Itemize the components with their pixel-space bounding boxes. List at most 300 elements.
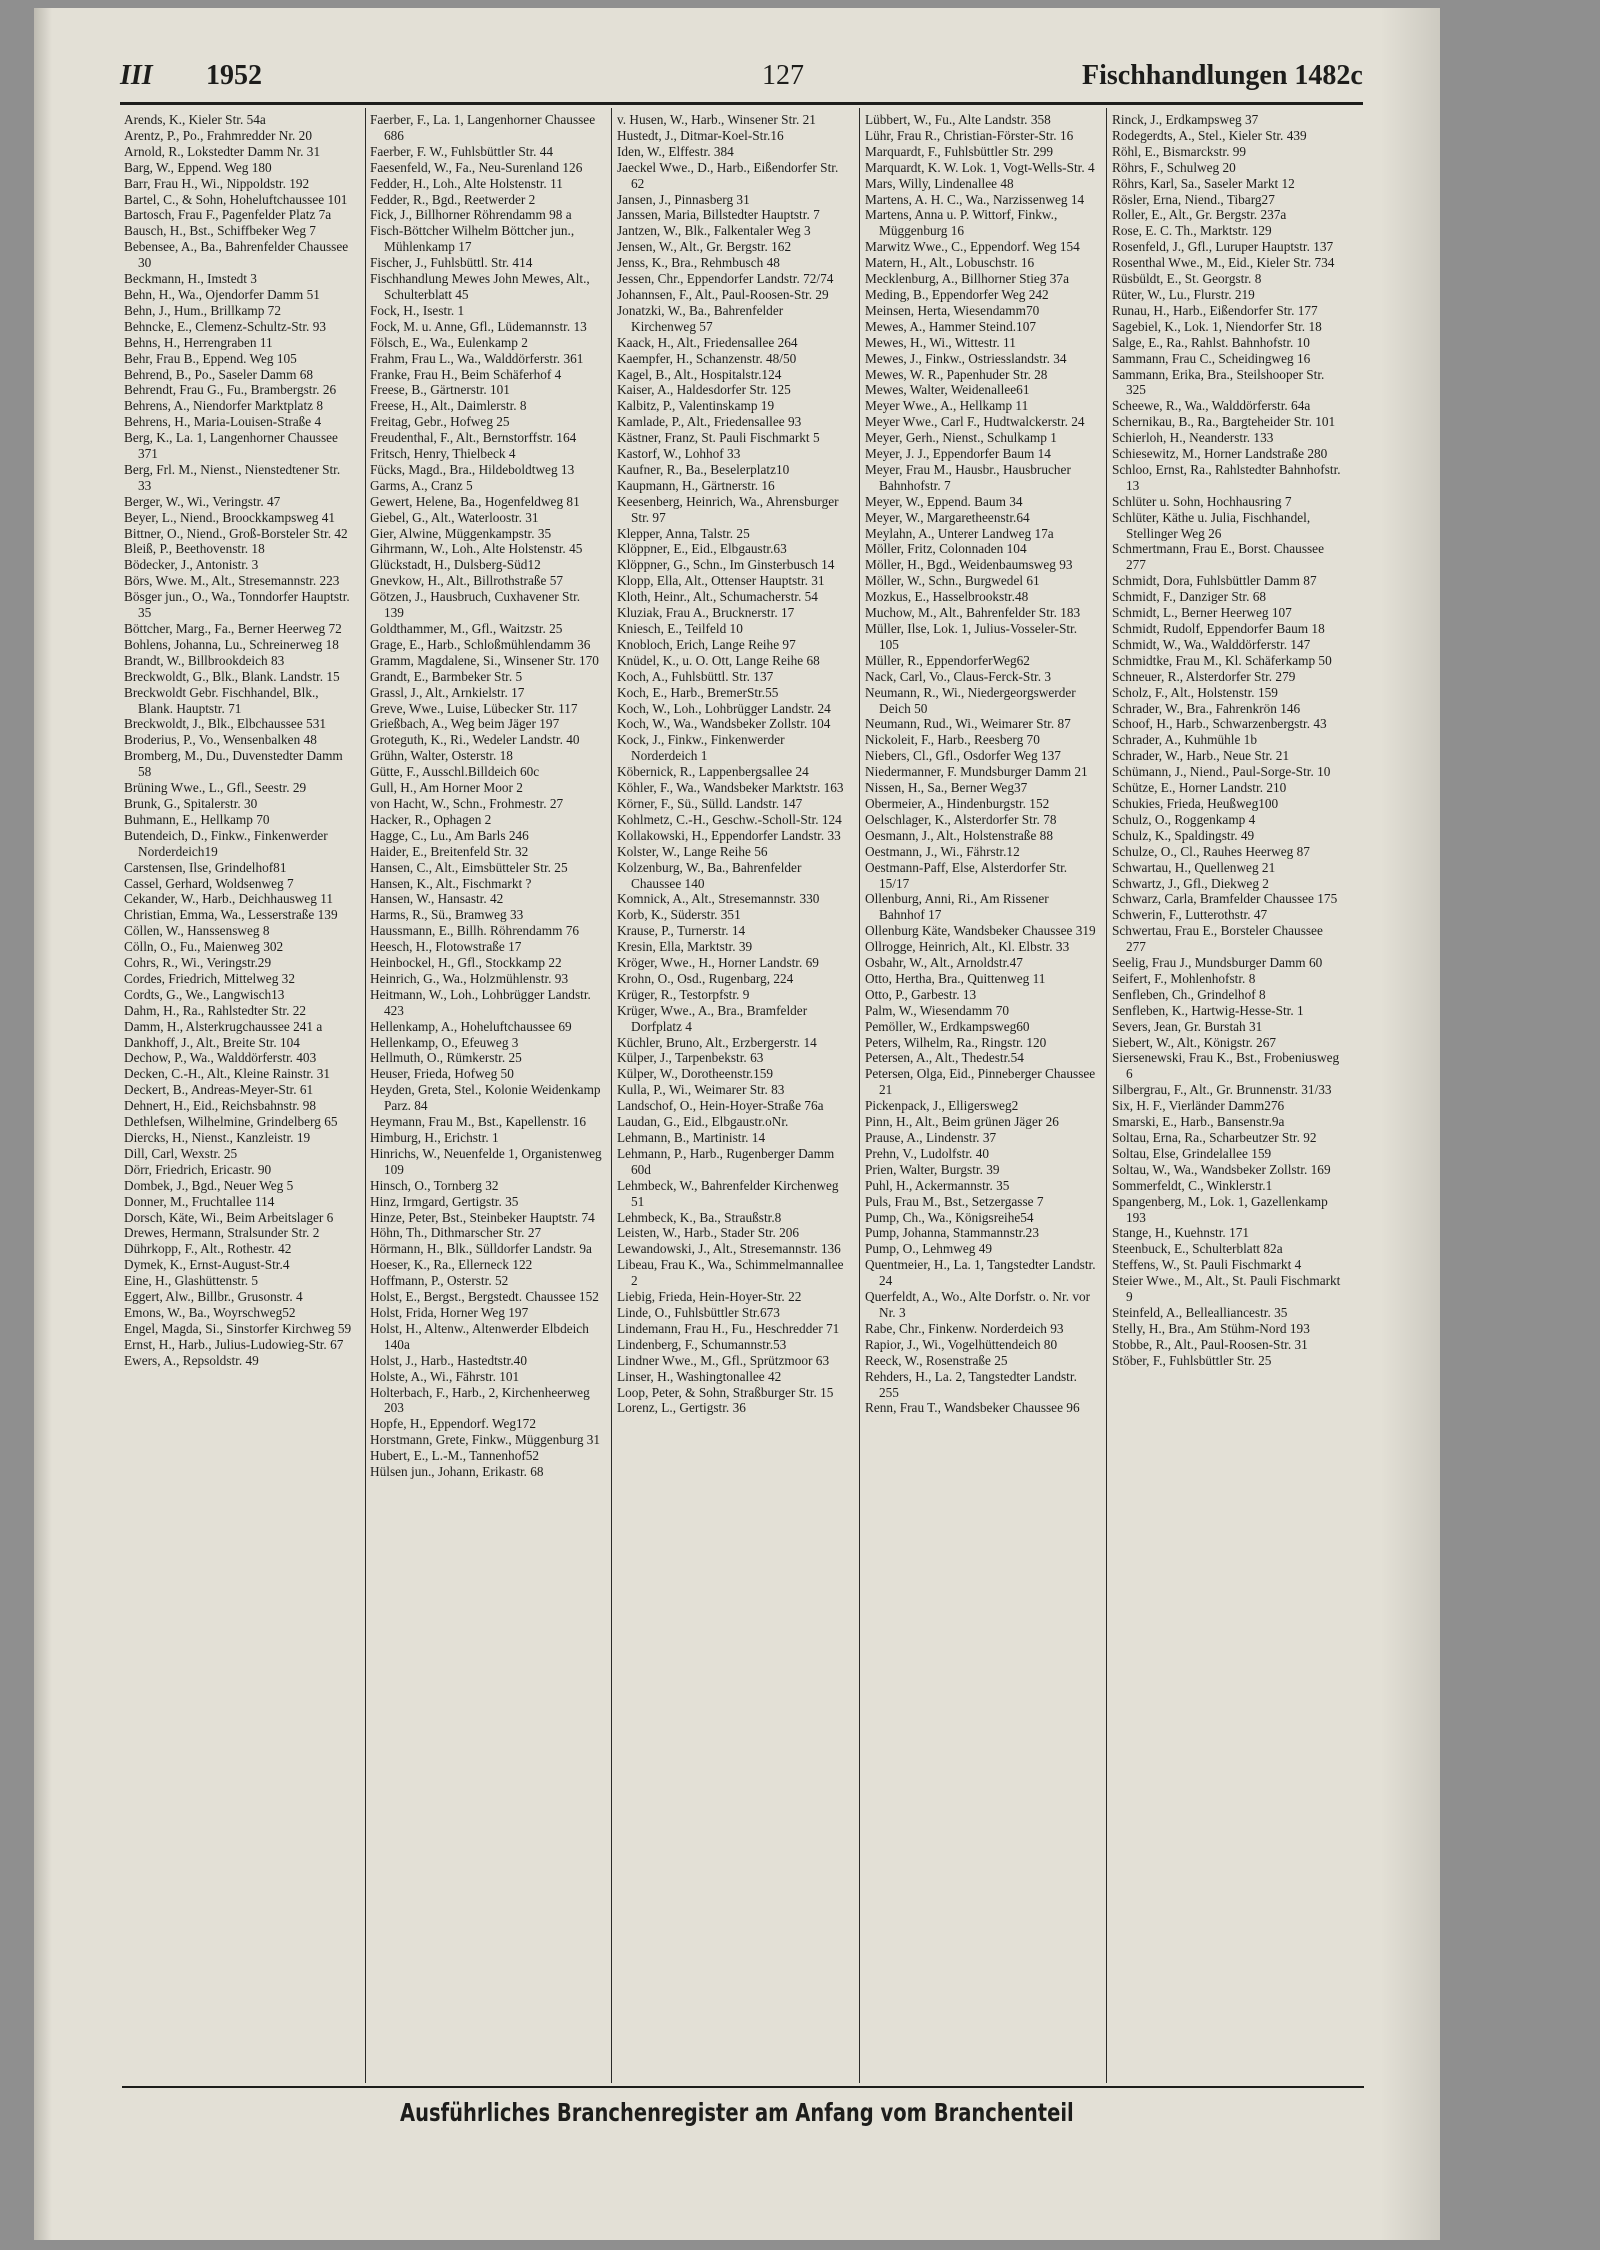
directory-entry: Soltau, W., Wa., Wandsbeker Zollstr. 169 xyxy=(1112,1161,1331,1177)
directory-entry: Kaufner, R., Ba., Beselerplatz10 xyxy=(617,461,790,477)
directory-entry: Jaeckel Wwe., D., Harb., Eißendorfer Str. 62 xyxy=(617,159,839,191)
directory-entry: Mecklenburg, A., Billhorner Stieg 37a xyxy=(865,271,1069,287)
directory-entry: Schwarz, Carla, Bramfelder Chaussee 175 xyxy=(1112,891,1338,907)
directory-entry: Dombek, J., Bgd., Neuer Weg 5 xyxy=(124,1177,294,1193)
directory-entry: Mewes, A., Hammer Steind.107 xyxy=(865,318,1036,334)
directory-entry: Heinbockel, H., Gfl., Stockkamp 22 xyxy=(370,955,562,971)
directory-entry: Kresin, Ella, Marktstr. 39 xyxy=(617,939,753,955)
directory-entry: Külper, J., Tarpenbekstr. 63 xyxy=(617,1050,764,1066)
directory-entry: Drewes, Hermann, Stralsunder Str. 2 xyxy=(124,1225,320,1241)
directory-entry: Fritsch, Henry, Thielbeck 4 xyxy=(370,446,516,462)
directory-entry: Fölsch, E., Wa., Eulenkamp 2 xyxy=(370,334,528,350)
directory-entry: Hinsch, O., Tornberg 32 xyxy=(370,1177,499,1193)
directory-entry: Rapior, J., Wi., Vogelhüttendeich 80 xyxy=(865,1336,1058,1352)
directory-column-1 xyxy=(124,112,356,2082)
directory-entry: Carstensen, Ilse, Grindelhof81 xyxy=(124,859,287,875)
column-divider xyxy=(1106,108,1107,2083)
directory-entry: Himburg, H., Erichstr. 1 xyxy=(370,1130,499,1145)
directory-entry: Hülsen jun., Johann, Erikastr. 68 xyxy=(370,1464,544,1480)
directory-entry: Hellmuth, O., Rümkerstr. 25 xyxy=(370,1050,522,1066)
directory-entry: Kohlmetz, C.-H., Geschw.-Scholl-Str. 124 xyxy=(617,811,842,827)
directory-entry: Möller, H., Bgd., Weidenbaumsweg 93 xyxy=(865,557,1073,573)
directory-entry: Oestmann, J., Wi., Fährstr.12 xyxy=(865,843,1020,859)
directory-entry: Behns, H., Herrengraben 11 xyxy=(124,334,273,350)
directory-entry: Mozkus, E., Hasselbrookstr.48 xyxy=(865,589,1029,605)
directory-entry: Six, H. F., Vierländer Damm276 xyxy=(1112,1098,1285,1114)
directory-entry: Libeau, Frau K., Wa., Schimmelmannallee 2 xyxy=(617,1257,844,1289)
directory-entry: Stobbe, R., Alt., Paul-Roosen-Str. 31 xyxy=(1112,1336,1308,1352)
directory-entry: Salge, E., Ra., Rahlst. Bahnhofstr. 10 xyxy=(1112,334,1310,350)
directory-entry: Steffens, W., St. Pauli Fischmarkt 4 xyxy=(1112,1257,1302,1273)
directory-entry: Müller, R., EppendorferWeg62 xyxy=(865,652,1030,668)
directory-entry: Heitmann, W., Loh., Lohbrügger Landstr. 423 xyxy=(370,986,591,1018)
directory-entry: Giebel, G., Alt., Waterloostr. 31 xyxy=(370,509,539,525)
directory-entry: Bartel, C., & Sohn, Hoheluftchaussee 101 xyxy=(124,191,348,207)
directory-entry: Behn, J., Hum., Brillkamp 72 xyxy=(124,302,281,318)
directory-entry: Bösger jun., O., Wa., Tonndorfer Hauptstr. 35 xyxy=(124,589,350,621)
directory-entry: Brandt, W., Billbrookdeich 83 xyxy=(124,652,285,668)
directory-entry: Möller, W., Schn., Burgwedel 61 xyxy=(865,573,1040,589)
directory-entry: Steinfeld, A., Bellealliancestr. 35 xyxy=(1112,1304,1288,1320)
directory-entry: Knüdel, K., u. O. Ott, Lange Reihe 68 xyxy=(617,652,820,668)
directory-entry: Faesenfeld, W., Fa., Neu-Surenland 126 xyxy=(370,159,583,175)
directory-entry: Meyer, Gerh., Nienst., Schulkamp 1 xyxy=(865,430,1057,446)
column-divider xyxy=(859,108,860,2083)
directory-entry: Kolster, W., Lange Reihe 56 xyxy=(617,843,768,859)
directory-entry: Laudan, G., Eid., Elbgaustr.oNr. xyxy=(617,1114,789,1130)
directory-entry: Martens, Anna u. P. Wittorf, Finkw., Müggenburg 16 xyxy=(865,207,1058,239)
directory-entry: Küchler, Bruno, Alt., Erzbergerstr. 14 xyxy=(617,1034,817,1050)
directory-entry: Kaempfer, H., Schanzenstr. 48/50 xyxy=(617,350,797,366)
directory-entry: Rüter, W., Lu., Flurstr. 219 xyxy=(1112,286,1255,302)
directory-entry: Schierloh, H., Neanderstr. 133 xyxy=(1112,430,1274,446)
directory-entry: Franke, Frau H., Beim Schäferhof 4 xyxy=(370,366,562,382)
directory-entry: Heinrich, G., Wa., Holzmühlenstr. 93 xyxy=(370,970,569,986)
directory-entry: Freitag, Gebr., Hofweg 25 xyxy=(370,414,510,430)
directory-entry: Otto, P., Garbestr. 13 xyxy=(865,986,977,1002)
directory-entry: Jensen, W., Alt., Gr. Bergstr. 162 xyxy=(617,239,792,255)
directory-entry: Meinsen, Herta, Wiesendamm70 xyxy=(865,302,1040,318)
directory-entry: Gihrmann, W., Loh., Alte Holstenstr. 45 xyxy=(370,541,583,557)
directory-entry: Palm, W., Wiesendamm 70 xyxy=(865,1002,1009,1018)
directory-entry: Jessen, Chr., Eppendorfer Landstr. 72/74 xyxy=(617,271,834,287)
directory-entry: Grießbach, A., Weg beim Jäger 197 xyxy=(370,716,560,732)
directory-entry: Hansen, C., Alt., Eimsbütteler Str. 25 xyxy=(370,859,568,875)
directory-entry: Niedermanner, F. Mundsburger Damm 21 xyxy=(865,764,1088,780)
directory-entry: Eggert, Alw., Billbr., Grusonstr. 4 xyxy=(124,1289,303,1305)
directory-entry: Sagebiel, K., Lok. 1, Niendorfer Str. 18 xyxy=(1112,318,1322,334)
directory-entry: Bödecker, J., Antonistr. 3 xyxy=(124,557,259,573)
directory-entry: Schlüter, Käthe u. Julia, Fischhandel, Stellinger Weg 26 xyxy=(1112,509,1311,541)
directory-entry: Fischer, J., Fuhlsbüttl. Str. 414 xyxy=(370,255,533,271)
directory-entry: Cölln, O., Fu., Maienweg 302 xyxy=(124,939,284,955)
directory-entry: Behrens, A., Niendorfer Marktplatz 8 xyxy=(124,398,324,414)
directory-entry: Haussmann, E., Billh. Röhrendamm 76 xyxy=(370,923,580,939)
directory-entry: Behn, H., Wa., Ojendorfer Damm 51 xyxy=(124,286,320,302)
directory-entry: Rodegerdts, A., Stel., Kieler Str. 439 xyxy=(1112,127,1307,143)
directory-entry: Barg, W., Eppend. Weg 180 xyxy=(124,159,272,175)
directory-entry: Kaupmann, H., Gärtnerstr. 16 xyxy=(617,477,775,493)
directory-entry: Götzen, J., Hausbruch, Cuxhavener Str. 139 xyxy=(370,589,581,621)
directory-entry: Köbernick, R., Lappenbergsallee 24 xyxy=(617,764,809,780)
directory-entry: Meyer, Frau M., Hausbr., Hausbrucher Bahnhofstr. 7 xyxy=(865,461,1071,493)
directory-entry: Kästner, Franz, St. Pauli Fischmarkt 5 xyxy=(617,430,820,446)
directory-entry: Lehmbeck, W., Bahrenfelder Kirchenweg 51 xyxy=(617,1177,839,1209)
directory-entry: Kniesch, E., Teilfeld 10 xyxy=(617,621,743,636)
directory-entry: Sammann, Frau C., Scheidingweg 16 xyxy=(1112,350,1311,366)
directory-entry: Jantzen, W., Blk., Falkentaler Weg 3 xyxy=(617,223,811,239)
directory-entry: Petersen, Olga, Eid., Pinneberger Chaussee 21 xyxy=(865,1066,1096,1098)
directory-entry: Behr, Frau B., Eppend. Weg 105 xyxy=(124,350,297,366)
directory-entry: Röhrs, Karl, Sa., Saseler Markt 12 xyxy=(1112,175,1295,191)
directory-entry: Rehders, H., La. 2, Tangstedter Landstr. 255 xyxy=(865,1368,1077,1400)
directory-entry: Bebensee, A., Ba., Bahrenfelder Chaussee 30 xyxy=(124,239,349,271)
directory-entry: Cohrs, R., Wi., Veringstr.29 xyxy=(124,955,272,971)
directory-entry: Marquardt, F., Fuhlsbüttler Str. 299 xyxy=(865,143,1054,159)
directory-entry: Puls, Frau M., Bst., Setzergasse 7 xyxy=(865,1193,1044,1209)
directory-entry: Bittner, O., Niend., Groß-Borsteler Str. 42 xyxy=(124,525,348,541)
directory-entry: Schmidtke, Frau M., Kl. Schäferkamp 50 xyxy=(1112,652,1332,668)
directory-entry: Hellenkamp, A., Hoheluftchaussee 69 xyxy=(370,1018,572,1034)
directory-entry: Faerber, F. W., Fuhlsbüttler Str. 44 xyxy=(370,143,554,159)
directory-entry: Nack, Carl, Vo., Claus-Ferck-Str. 3 xyxy=(865,668,1052,684)
directory-entry: Müller, Ilse, Lok. 1, Julius-Vosseler-Str. 105 xyxy=(865,621,1078,652)
directory-entry: Dill, Carl, Wexstr. 25 xyxy=(124,1145,238,1161)
directory-entry: Pinn, H., Alt., Beim grünen Jäger 26 xyxy=(865,1114,1059,1130)
directory-entry: Pickenpack, J., Elligersweg2 xyxy=(865,1098,1019,1114)
directory-entry: Broderius, P., Vo., Wensenbalken 48 xyxy=(124,732,317,748)
directory-entry: Mewes, Walter, Weidenallee61 xyxy=(865,382,1030,398)
directory-entry: Klöppner, G., Schn., Im Ginsterbusch 14 xyxy=(617,557,835,573)
directory-entry: Kastorf, W., Lohhof 33 xyxy=(617,446,741,462)
directory-entry: Külper, W., Dorotheenstr.159 xyxy=(617,1066,774,1082)
directory-entry: Cöllen, W., Hanssensweg 8 xyxy=(124,923,270,939)
directory-entry: Dankhoff, J., Alt., Breite Str. 104 xyxy=(124,1034,300,1050)
directory-entry: Loop, Peter, & Sohn, Straßburger Str. 15 xyxy=(617,1384,834,1400)
directory-entry: Dahm, H., Ra., Rahlstedter Str. 22 xyxy=(124,1002,307,1018)
directory-entry: Freese, B., Gärtnerstr. 101 xyxy=(370,382,510,398)
directory-entry: Hoeser, K., Ra., Ellerneck 122 xyxy=(370,1257,533,1273)
directory-entry: Hinrichs, W., Neuenfelde 1, Organistenweg 109 xyxy=(370,1145,602,1177)
directory-entry: Ollenburg, Anni, Ri., Am Rissener Bahnhof 17 xyxy=(865,891,1049,923)
directory-entry: Schmidt, L., Berner Heerweg 107 xyxy=(1112,605,1292,621)
directory-entry: Kock, J., Finkw., Finkenwerder Norderdeich 1 xyxy=(617,732,785,764)
directory-entry: Stöber, F., Fuhlsbüttler Str. 25 xyxy=(1112,1352,1272,1368)
directory-entry: Fock, H., Isestr. 1 xyxy=(370,302,465,318)
directory-entry: Cekander, W., Harb., Deichhausweg 11 xyxy=(124,891,334,907)
directory-entry: Grühn, Walter, Osterstr. 18 xyxy=(370,748,513,764)
directory-entry: Emons, W., Ba., Woyrschweg52 xyxy=(124,1304,296,1320)
directory-entry: Oesmann, J., Alt., Holstenstraße 88 xyxy=(865,827,1053,843)
directory-entry: Keesenberg, Heinrich, Wa., Ahrensburger Str. 97 xyxy=(617,493,839,525)
directory-entry: Berg, Frl. M., Nienst., Nienstedtener Str. 33 xyxy=(124,461,341,493)
directory-entry: Schrader, W., Harb., Neue Str. 21 xyxy=(1112,748,1290,764)
directory-entry: Hansen, W., Hansastr. 42 xyxy=(370,891,504,907)
directory-entry: Schlüter u. Sohn, Hochhausring 7 xyxy=(1112,493,1292,509)
directory-entry: Meyer, J. J., Eppendorfer Baum 14 xyxy=(865,446,1051,462)
directory-entry: Goldthammer, M., Gfl., Waitzstr. 25 xyxy=(370,621,563,636)
directory-entry: Hinz, Irmgard, Gertigstr. 35 xyxy=(370,1193,519,1209)
directory-entry: Spangenberg, M., Lok. 1, Gazellenkamp 193 xyxy=(1112,1193,1328,1225)
directory-entry: Engel, Magda, Si., Sinstorfer Kirchweg 59 xyxy=(124,1320,352,1336)
directory-entry: Kulla, P., Wi., Weimarer Str. 83 xyxy=(617,1082,785,1098)
directory-entry: Ollrogge, Heinrich, Alt., Kl. Elbstr. 33 xyxy=(865,939,1070,955)
directory-entry: Neumann, R., Wi., Niedergeorgswerder Deich 50 xyxy=(865,684,1076,716)
directory-entry: Schmertmann, Frau E., Borst. Chaussee 277 xyxy=(1112,541,1324,573)
directory-entry: Arnold, R., Lokstedter Damm Nr. 31 xyxy=(124,143,321,159)
directory-entry: Höhn, Th., Dithmarscher Str. 27 xyxy=(370,1225,542,1241)
directory-entry: Mewes, W. R., Papenhuder Str. 28 xyxy=(865,366,1048,382)
directory-entry: Böttcher, Marg., Fa., Berner Heerweg 72 xyxy=(124,621,342,636)
directory-entry: Rosenthal Wwe., M., Eid., Kieler Str. 734 xyxy=(1112,255,1335,271)
directory-entry: Lübbert, W., Fu., Alte Landstr. 358 xyxy=(865,112,1051,127)
directory-entry: Breckwoldt Gebr. Fischhandel, Blk., Blank. Hauptstr. 71 xyxy=(124,684,319,716)
directory-entry: Schernikau, B., Ra., Bargteheider Str. 101 xyxy=(1112,414,1336,430)
directory-entry: Pump, Johanna, Stammannstr.23 xyxy=(865,1225,1039,1241)
directory-entry: Soltau, Erna, Ra., Scharbeutzer Str. 92 xyxy=(1112,1130,1317,1145)
directory-entry: Kagel, B., Alt., Hospitalstr.124 xyxy=(617,366,782,382)
directory-entry: Linser, H., Washingtonallee 42 xyxy=(617,1368,782,1384)
directory-entry: Schneuer, R., Alsterdorfer Str. 279 xyxy=(1112,668,1296,684)
directory-entry: Linde, O., Fuhlsbüttler Str.673 xyxy=(617,1304,780,1320)
directory-entry: Schmidt, W., Wa., Walddörferstr. 147 xyxy=(1112,636,1311,652)
directory-entry: Knobloch, Erich, Lange Reihe 97 xyxy=(617,636,796,652)
directory-entry: Meyer, W., Eppend. Baum 34 xyxy=(865,493,1023,509)
directory-entry: Holst, Frida, Horner Weg 197 xyxy=(370,1304,529,1320)
directory-entry: Hopfe, H., Eppendorf. Weg172 xyxy=(370,1416,536,1432)
directory-entry: Koch, E., Harb., BremerStr.55 xyxy=(617,684,779,700)
directory-entry: Holst, H., Altenw., Altenwerder Elbdeich 140a xyxy=(370,1320,589,1352)
directory-entry: Freese, H., Alt., Daimlerstr. 8 xyxy=(370,398,527,414)
directory-entry: Steier Wwe., M., Alt., St. Pauli Fischmarkt 9 xyxy=(1112,1273,1341,1305)
directory-entry: Peters, Wilhelm, Ra., Ringstr. 120 xyxy=(865,1034,1047,1050)
directory-entry: Lehmann, P., Harb., Rugenberger Damm 60d xyxy=(617,1145,835,1177)
directory-entry: Osbahr, W., Alt., Arnoldstr.47 xyxy=(865,955,1023,971)
directory-entry: Holterbach, F., Harb., 2, Kirchenheerweg 203 xyxy=(370,1384,590,1416)
directory-entry: Garms, A., Cranz 5 xyxy=(370,477,473,493)
directory-entry: Marquardt, K. W. Lok. 1, Vogt-Wells-Str. 4 xyxy=(865,159,1095,175)
directory-entry: Otto, Hertha, Bra., Quittenweg 11 xyxy=(865,970,1046,986)
directory-entry: Pump, O., Lehmweg 49 xyxy=(865,1241,993,1257)
directory-entry: Dörr, Friedrich, Ericastr. 90 xyxy=(124,1161,272,1177)
directory-entry: Fedder, H., Loh., Alte Holstenstr. 11 xyxy=(370,175,563,191)
directory-entry: Leisten, W., Harb., Stader Str. 206 xyxy=(617,1225,800,1241)
directory-entry: Seelig, Frau J., Mundsburger Damm 60 xyxy=(1112,955,1323,971)
directory-entry: Liebig, Frieda, Hein-Hoyer-Str. 22 xyxy=(617,1289,802,1305)
directory-entry: Dührkopp, F., Alt., Rothestr. 42 xyxy=(124,1241,292,1257)
directory-entry: Haider, E., Breitenfeld Str. 32 xyxy=(370,843,529,859)
directory-entry: Frahm, Frau L., Wa., Walddörferstr. 361 xyxy=(370,350,584,366)
directory-entry: Schwerin, F., Lutterothstr. 47 xyxy=(1112,907,1268,923)
directory-entry: Kolzenburg, W., Ba., Bahrenfelder Chaussee 140 xyxy=(617,859,802,891)
directory-entry: Lindemann, Frau H., Fu., Heschredder 71 xyxy=(617,1320,840,1336)
directory-entry: Smarski, E., Harb., Bansenstr.9a xyxy=(1112,1114,1285,1130)
directory-entry: Korb, K., Süderstr. 351 xyxy=(617,907,741,923)
directory-entry: Lindenberg, F., Schumannstr.53 xyxy=(617,1336,787,1352)
directory-entry: Fücks, Magd., Bra., Hildeboldtweg 13 xyxy=(370,461,575,477)
directory-entry: Schiesewitz, M., Horner Landstraße 280 xyxy=(1112,446,1328,462)
directory-entry: Hörmann, H., Blk., Sülldorfer Landstr. 9a xyxy=(370,1241,592,1257)
directory-entry: Damm, H., Alsterkrugchaussee 241 a xyxy=(124,1018,323,1034)
directory-entry: Ewers, A., Repsoldstr. 49 xyxy=(124,1352,259,1368)
column-divider xyxy=(365,108,366,2083)
directory-entry: Glückstadt, H., Dulsberg-Süd12 xyxy=(370,557,541,573)
header-page-number: 127 xyxy=(762,60,804,91)
directory-entry: Deckert, B., Andreas-Meyer-Str. 61 xyxy=(124,1082,314,1098)
directory-entry: Horstmann, Grete, Finkw., Müggenburg 31 xyxy=(370,1432,601,1448)
directory-entry: Grandt, E., Barmbeker Str. 5 xyxy=(370,668,523,684)
directory-entry: Quentmeier, H., La. 1, Tangstedter Landstr. 24 xyxy=(865,1257,1096,1289)
directory-entry: Dehnert, H., Eid., Reichsbahnstr. 98 xyxy=(124,1098,317,1114)
directory-entry: Beyer, L., Niend., Broockkampsweg 41 xyxy=(124,509,336,525)
directory-entry: Schrader, W., Bra., Fahrenkrön 146 xyxy=(1112,700,1301,716)
directory-entry: Scheewe, R., Wa., Walddörferstr. 64a xyxy=(1112,398,1311,414)
directory-entry: Klepper, Anna, Talstr. 25 xyxy=(617,525,750,541)
directory-entry: Koch, A., Fuhlsbüttl. Str. 137 xyxy=(617,668,774,684)
directory-entry: Kamlade, P., Alt., Friedensallee 93 xyxy=(617,414,802,430)
directory-entry: Grage, E., Harb., Schloßmühlendamm 36 xyxy=(370,636,591,652)
directory-entry: Meyer, W., Margaretheenstr.64 xyxy=(865,509,1030,525)
directory-entry: Prehn, V., Ludolfstr. 40 xyxy=(865,1145,989,1161)
directory-entry: Cordts, G., We., Langwisch13 xyxy=(124,986,285,1002)
header-section-title: Fischhandlungen 1482c xyxy=(1082,60,1363,91)
directory-entry: Dethlefsen, Wilhelmine, Grindelberg 65 xyxy=(124,1114,338,1130)
directory-entry: Kaiser, A., Haldesdorfer Str. 125 xyxy=(617,382,791,398)
directory-entry: Renn, Frau T., Wandsbeker Chaussee 96 xyxy=(865,1400,1080,1416)
directory-entry: Dechow, P., Wa., Walddörferstr. 403 xyxy=(124,1050,317,1066)
directory-entry: Freudenthal, F., Alt., Bernstorffstr. 164 xyxy=(370,430,577,446)
directory-entry: Meding, B., Eppendorfer Weg 242 xyxy=(865,286,1049,302)
directory-entry: Muchow, M., Alt., Bahrenfelder Str. 183 xyxy=(865,605,1081,621)
directory-entry: Schütze, E., Horner Landstr. 210 xyxy=(1112,780,1287,796)
directory-entry: Fock, M. u. Anne, Gfl., Lüdemannstr. 13 xyxy=(370,318,587,334)
directory-entry: Kalbitz, P., Valentinskamp 19 xyxy=(617,398,775,414)
directory-entry: Gull, H., Am Horner Moor 2 xyxy=(370,780,523,796)
directory-entry: Nissen, H., Sa., Berner Weg37 xyxy=(865,780,1028,796)
directory-entry: Arends, K., Kieler Str. 54a xyxy=(124,112,266,127)
directory-entry: Hoffmann, P., Osterstr. 52 xyxy=(370,1273,509,1289)
directory-entry: Iden, W., Elffestr. 384 xyxy=(617,143,734,159)
directory-entry: Kollakowski, H., Eppendorfer Landstr. 33 xyxy=(617,827,841,843)
directory-entry: Schmidt, Dora, Fuhlsbüttler Damm 87 xyxy=(1112,573,1317,589)
directory-entry: Röhl, E., Bismarckstr. 99 xyxy=(1112,143,1247,159)
directory-entry: Hinze, Peter, Bst., Steinbeker Hauptstr. 74 xyxy=(370,1209,595,1225)
directory-entry: Senfleben, Ch., Grindelhof 8 xyxy=(1112,986,1266,1002)
directory-entry: Stange, H., Kuehnstr. 171 xyxy=(1112,1225,1250,1241)
directory-entry: Barr, Frau H., Wi., Nippoldstr. 192 xyxy=(124,175,310,191)
footer-rule xyxy=(122,2086,1364,2088)
directory-entry: Buhmann, E., Hellkamp 70 xyxy=(124,811,270,827)
header-year: 1952 xyxy=(206,60,262,91)
directory-entry: Behncke, E., Clemenz-Schultz-Str. 93 xyxy=(124,318,326,334)
directory-entry: Gütte, F., Ausschl.Billdeich 60c xyxy=(370,764,540,780)
directory-entry: Lindner Wwe., M., Gfl., Sprützmoor 63 xyxy=(617,1352,830,1368)
directory-entry: Lehmann, B., Martinistr. 14 xyxy=(617,1130,766,1145)
directory-entry: Kluziak, Frau A., Brucknerstr. 17 xyxy=(617,605,795,621)
directory-entry: Heuser, Frieda, Hofweg 50 xyxy=(370,1066,514,1082)
directory-entry: Siersenewski, Frau K., Bst., Frobeniusweg 6 xyxy=(1112,1050,1340,1082)
directory-entry: Prause, A., Lindenstr. 37 xyxy=(865,1130,997,1145)
directory-entry: Nickoleit, F., Harb., Reesberg 70 xyxy=(865,732,1040,748)
directory-entry: Meylahn, A., Unterer Landweg 17a xyxy=(865,525,1054,541)
directory-entry: Steenbuck, E., Schulterblatt 82a xyxy=(1112,1241,1283,1257)
directory-entry: Behrend, B., Po., Saseler Damm 68 xyxy=(124,366,314,382)
directory-entry: Klöppner, E., Eid., Elbgaustr.63 xyxy=(617,541,787,557)
directory-entry: Eine, H., Glashüttenstr. 5 xyxy=(124,1273,259,1289)
directory-entry: Dorsch, Käte, Wi., Beim Arbeitslager 6 xyxy=(124,1209,334,1225)
directory-entry: Gnevkow, H., Alt., Billrothstraße 57 xyxy=(370,573,564,589)
directory-entry: Mewes, H., Wi., Wittestr. 11 xyxy=(865,334,1016,350)
directory-entry: Klopp, Ella, Alt., Ottenser Hauptstr. 31 xyxy=(617,573,825,589)
directory-entry: Cassel, Gerhard, Woldsenweg 7 xyxy=(124,875,294,891)
directory-entry: Fischhandlung Mewes John Mewes, Alt., Schulterblatt 45 xyxy=(370,271,590,302)
directory-entry: Scholz, F., Alt., Holstenstr. 159 xyxy=(1112,684,1278,700)
directory-entry: Johannsen, F., Alt., Paul-Roosen-Str. 29 xyxy=(617,286,829,302)
directory-entry: Bromberg, M., Du., Duvenstedter Damm 58 xyxy=(124,748,343,780)
directory-entry: Gewert, Helene, Ba., Hogenfeldweg 81 xyxy=(370,493,580,509)
directory-entry: Rabe, Chr., Finkenw. Norderdeich 93 xyxy=(865,1320,1064,1336)
directory-entry: Krohn, O., Osd., Rugenbarg, 224 xyxy=(617,970,794,986)
directory-entry: Fick, J., Billhorner Röhrendamm 98 a xyxy=(370,207,572,223)
directory-entry: Röhrs, F., Schulweg 20 xyxy=(1112,159,1236,175)
directory-entry: Harms, R., Sü., Bramweg 33 xyxy=(370,907,524,923)
page-binding-shadow xyxy=(34,8,52,2240)
directory-entry: Pemöller, W., Erdkampsweg60 xyxy=(865,1018,1030,1034)
directory-entry: Severs, Jean, Gr. Burstah 31 xyxy=(1112,1018,1263,1034)
directory-entry: Schwartau, H., Quellenweg 21 xyxy=(1112,859,1276,875)
directory-column-5 xyxy=(1112,112,1344,2082)
directory-entry: Mars, Willy, Lindenallee 48 xyxy=(865,175,1014,191)
directory-entry: Christian, Emma, Wa., Lesserstraße 139 xyxy=(124,907,338,923)
directory-entry: Hagge, C., Lu., Am Barls 246 xyxy=(370,827,529,843)
directory-entry: Holst, E., Bergst., Bergstedt. Chaussee 152 xyxy=(370,1289,599,1305)
directory-entry: Rüsbüldt, E., St. Georgstr. 8 xyxy=(1112,271,1262,287)
directory-entry: Hellenkamp, O., Efeuweg 3 xyxy=(370,1034,519,1050)
directory-entry: Behrendt, Frau G., Fu., Brambergstr. 26 xyxy=(124,382,337,398)
directory-entry: Möller, Fritz, Colonnaden 104 xyxy=(865,541,1027,557)
directory-entry: Greve, Wwe., Luise, Lübecker Str. 117 xyxy=(370,700,578,716)
directory-entry: Kloth, Heinr., Alt., Schumacherstr. 54 xyxy=(617,589,818,605)
directory-entry: Rinck, J., Erdkampsweg 37 xyxy=(1112,112,1259,127)
directory-entry: Ollenburg Käte, Wandsbeker Chaussee 319 xyxy=(865,923,1096,939)
directory-entry: Jansen, J., Pinnasberg 31 xyxy=(617,191,750,207)
directory-entry: Gramm, Magdalene, Si., Winsener Str. 170 xyxy=(370,652,599,668)
directory-entry: Jenss, K., Bra., Rehmbusch 48 xyxy=(617,255,780,271)
directory-entry: Diercks, H., Nienst., Kanzleistr. 19 xyxy=(124,1130,311,1145)
directory-entry: Kröger, Wwe., H., Horner Landstr. 69 xyxy=(617,955,819,971)
directory-entry: Sammann, Erika, Bra., Steilshooper Str. 325 xyxy=(1112,366,1325,398)
directory-entry: Krüger, R., Testorpfstr. 9 xyxy=(617,986,750,1002)
directory-entry: Kaack, H., Alt., Friedensallee 264 xyxy=(617,334,798,350)
directory-entry: Cordes, Friedrich, Mittelweg 32 xyxy=(124,970,295,986)
directory-entry: Grassl, J., Alt., Arnkielstr. 17 xyxy=(370,684,525,700)
directory-entry: Hustedt, J., Ditmar-Koel-Str.16 xyxy=(617,127,784,143)
directory-entry: Fedder, R., Bgd., Reetwerder 2 xyxy=(370,191,536,207)
directory-entry: Krüger, Wwe., A., Bra., Bramfelder Dorfplatz 4 xyxy=(617,1002,808,1034)
directory-entry: Butendeich, D., Finkw., Finkenwerder Norderdeich19 xyxy=(124,827,328,859)
directory-entry: Schulze, O., Cl., Rauhes Heerweg 87 xyxy=(1112,843,1310,859)
directory-entry: Schmidt, Rudolf, Eppendorfer Baum 18 xyxy=(1112,621,1325,636)
directory-entry: Lehmbeck, K., Ba., Straußstr.8 xyxy=(617,1209,782,1225)
directory-column-4 xyxy=(865,112,1097,2082)
directory-entry: Schwertau, Frau E., Borsteler Chaussee 277 xyxy=(1112,923,1323,955)
directory-entry: Fisch-Böttcher Wilhelm Böttcher jun., Mühlenkamp 17 xyxy=(370,223,575,255)
directory-entry: Hubert, E., L.-M., Tannenhof52 xyxy=(370,1448,540,1464)
directory-entry: Lorenz, L., Gertigstr. 36 xyxy=(617,1400,746,1416)
directory-entry: Janssen, Maria, Billstedter Hauptstr. 7 xyxy=(617,207,820,223)
directory-entry: Silbergrau, F., Alt., Gr. Brunnenstr. 31/33 xyxy=(1112,1082,1332,1098)
directory-entry: Krause, P., Turnerstr. 14 xyxy=(617,923,746,939)
